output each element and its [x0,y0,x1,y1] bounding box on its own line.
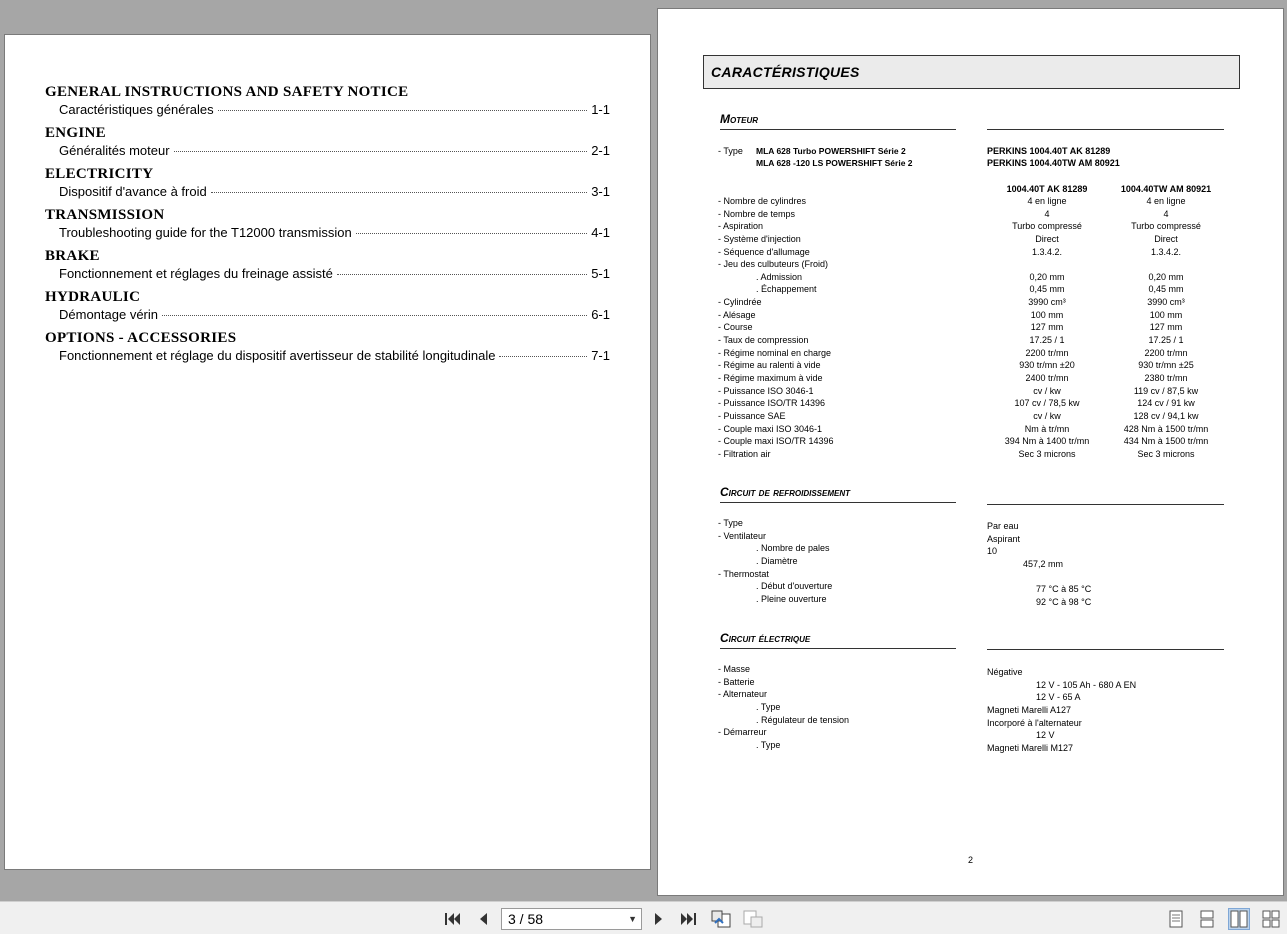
spec-cell: Nm à tr/mn [1024,423,1070,434]
continuous-facing-view-icon[interactable] [1260,908,1282,930]
page-number: 2 [968,855,974,865]
toc-entry-page: 2-1 [591,143,610,158]
spec-cell: 428 Nm à 1500 tr/mn [1123,423,1209,434]
spec-cell: Direct [1035,233,1059,244]
toc-section [45,288,610,324]
go-back-icon[interactable] [710,908,732,930]
spec-cell: . Type [756,739,781,750]
previous-page-icon[interactable] [472,908,494,930]
spec-cell: cv / kw [1033,385,1061,396]
section-rule [720,648,956,649]
spec-cell: 0,45 mm [1148,284,1184,295]
spec-cell: 394 Nm à 1400 tr/mn [1004,436,1090,447]
toc-heading[interactable]: ENGINE [45,125,106,141]
toc-entry-page: 4-1 [591,225,610,240]
spec-cell: - Puissance ISO/TR 14396 [718,398,826,409]
toc-entry-title: Fonctionnement et réglage du dispositif avertisseur de stabilité longitudinale [59,348,496,363]
facing-pages-view-icon[interactable] [1228,908,1250,930]
electrique-values [987,666,1136,754]
toc-entry-title: Troubleshooting guide for the T12000 transmission [59,225,352,240]
single-page-view-icon[interactable] [1165,908,1187,930]
toc-entry-title: Généralités moteur [59,143,170,158]
spec-value: Par eau [987,521,1019,531]
table-of-contents [45,83,610,370]
right-page [657,8,1284,896]
spec-value: Magneti Marelli A127 [987,704,1072,715]
spec-cell: . Pleine ouverture [756,593,827,604]
spec-cell: - Batterie [718,676,755,687]
toc-entry-page: 6-1 [591,307,610,322]
spec-cell: 3990 cm³ [1028,297,1066,308]
spec-value: Magneti Marelli M127 [987,742,1074,753]
spec-value: Négative [987,667,1023,677]
toc-entry[interactable] [45,142,610,160]
toc-heading[interactable]: ELECTRICITY [45,166,154,182]
type-model-1: MLA 628 Turbo POWERSHIFT Série 2 [756,146,906,156]
section-rule [720,502,956,503]
spec-cell: - Masse [718,664,751,674]
toc-section [45,206,610,242]
toc-heading[interactable]: BRAKE [45,248,100,264]
spec-cell: . Régulateur de tension [756,714,850,725]
spec-cell: 107 cv / 78,5 kw [1014,398,1080,409]
spec-cell: - Régime au ralenti à vide [718,360,821,371]
spec-cell: Turbo compressé [1012,221,1082,232]
toc-entry[interactable] [45,183,610,201]
spec-cell: . Échappement [756,284,817,295]
section-rule [987,649,1224,650]
spec-cell [987,258,1107,271]
spec-value: 12 V - 65 A [1036,692,1081,703]
spec-cell: - Taux de compression [718,335,809,346]
spec-value: 12 V [1036,730,1055,741]
toc-entry[interactable] [45,224,610,242]
spec-cell: - Type [718,518,743,528]
electrique-labels [718,663,849,751]
spec-cell: - Aspiration [718,221,764,232]
spec-cell: 127 mm [1030,322,1064,333]
column-header-1: 1004.40T AK 81289 [1006,184,1088,194]
engine-model-2: PERKINS 1004.40TW AM 80921 [987,158,1120,168]
type-label: - Type [718,146,743,156]
spec-cell: - Puissance ISO 3046-1 [718,385,814,396]
section-rule [987,129,1224,130]
section-title-refroidissement: Circuit de refroidissement [720,485,851,499]
column-header-2: 1004.40TW AM 80921 [1120,184,1212,194]
chevron-down-icon[interactable]: ▼ [628,914,637,924]
spec-value: Incorporé à l'alternateur [987,717,1082,728]
spec-cell: - Course [718,322,753,333]
toc-entry-page: 1-1 [591,102,610,117]
first-page-icon[interactable] [441,908,463,930]
spec-cell: 2200 tr/mn [1144,347,1188,358]
toc-entry-title: Démontage vérin [59,307,158,322]
refroidissement-labels [718,517,832,605]
page-indicator: 3 / 58 [508,911,544,927]
spec-cell: 100 mm [1149,309,1183,320]
spec-cell: - Alternateur [718,689,768,700]
spec-cell: 127 mm [1149,322,1183,333]
toc-entry[interactable] [45,101,610,119]
toc-entry-title: Fonctionnement et réglages du freinage assisté [59,266,333,281]
section-title-electrique: Circuit électrique [720,631,811,645]
spec-cell: 100 mm [1030,309,1064,320]
toc-section [45,329,610,365]
spec-cell: . Nombre de pales [756,543,830,554]
toc-leader-dots [356,233,588,234]
spec-cell: 1.3.4.2. [1031,246,1063,257]
spec-cell: Sec 3 microns [1137,448,1195,459]
go-forward-icon[interactable] [742,908,764,930]
toc-entry[interactable] [45,265,610,283]
spec-cell: - Système d'injection [718,233,801,244]
spec-value: 10 [987,546,998,557]
refroidissement-values [987,520,1091,608]
toc-section [45,247,610,283]
spec-cell: 2200 tr/mn [1025,347,1069,358]
spec-cell: 0,45 mm [1029,284,1065,295]
spec-value: 92 °C à 98 °C [1036,596,1092,607]
toc-leader-dots [174,151,588,152]
left-page [4,34,651,870]
spec-cell: Direct [1154,233,1178,244]
spec-cell: 4 en ligne [1146,196,1186,206]
spec-cell: - Cylindrée [718,297,762,308]
spec-cell: - Régime nominal en charge [718,347,832,358]
toc-entry[interactable] [45,347,610,365]
toc-entry-page: 5-1 [591,266,610,281]
toc-leader-dots [499,356,587,357]
spec-cell: - Jeu des culbuteurs (Froid) [718,259,829,270]
spec-cell: 3990 cm³ [1147,297,1185,308]
spec-cell: 4 en ligne [1027,196,1067,206]
spec-cell: - Séquence d'allumage [718,246,810,257]
toc-leader-dots [211,192,587,193]
spec-value: 457,2 mm [1023,558,1064,569]
spec-cell: - Puissance SAE [718,410,786,421]
toc-leader-dots [337,274,587,275]
section-title-moteur: Moteur [720,112,758,126]
toc-leader-dots [218,110,588,111]
spec-cell: 1.3.4.2. [1150,246,1182,257]
spec-value [987,571,1091,584]
engine-model-1: PERKINS 1004.40T AK 81289 [987,146,1111,156]
section-rule [720,129,956,130]
toc-entry[interactable] [45,306,610,324]
last-page-icon[interactable] [678,908,700,930]
spec-cell: 17.25 / 1 [1148,335,1184,346]
spec-cell: 128 cv / 94,1 kw [1133,410,1199,421]
type-model-2: MLA 628 -120 LS POWERSHIFT Série 2 [756,158,913,168]
continuous-view-icon[interactable] [1196,908,1218,930]
spec-cell: - Couple maxi ISO 3046-1 [718,423,823,434]
toc-heading[interactable]: HYDRAULIC [45,289,141,305]
spec-cell: . Diamètre [756,555,798,566]
toc-heading[interactable]: GENERAL INSTRUCTIONS AND SAFETY NOTICE [45,84,409,100]
spec-cell: 434 Nm à 1500 tr/mn [1123,436,1209,447]
spec-cell: - Couple maxi ISO/TR 14396 [718,436,834,447]
toc-heading[interactable]: TRANSMISSION [45,207,165,223]
spec-cell: - Nombre de cylindres [718,196,807,206]
spec-cell: 17.25 / 1 [1029,335,1065,346]
spec-cell: 124 cv / 91 kw [1137,398,1195,409]
spec-cell: 930 tr/mn ±25 [1138,360,1194,371]
spec-value: 77 °C à 85 °C [1036,584,1092,595]
spec-cell [1106,258,1226,271]
spec-cell: . Admission [756,271,803,282]
spec-cell: - Thermostat [718,568,769,579]
spec-cell: - Filtration air [718,448,771,459]
spec-cell: Turbo compressé [1131,221,1201,232]
next-page-icon[interactable] [648,908,670,930]
spec-cell: Sec 3 microns [1018,448,1076,459]
moteur-labels [718,195,834,460]
spec-cell: 2380 tr/mn [1144,372,1188,383]
toc-entry-page: 3-1 [591,184,610,199]
spec-value: Aspirant [987,533,1021,544]
viewer-toolbar [0,901,1287,934]
page-title: CARACTÉRISTIQUES [711,64,860,80]
spec-cell: 4 [1163,208,1169,219]
toc-heading[interactable]: OPTIONS - ACCESSORIES [45,330,237,346]
page-title-box [703,55,1240,89]
toc-section [45,83,610,119]
spec-cell: - Régime maximum à vide [718,372,823,383]
spec-cell: 4 [1044,208,1050,219]
spec-cell: - Nombre de temps [718,208,796,219]
spec-cell: 2400 tr/mn [1025,372,1069,383]
toc-entry-title: Caractéristiques générales [59,102,214,117]
spec-cell: 119 cv / 87,5 kw [1133,385,1199,396]
section-rule [987,504,1224,505]
spec-cell: 930 tr/mn ±20 [1019,360,1075,371]
spec-value: 12 V - 105 Ah - 680 A EN [1036,679,1137,690]
moteur-values-col1 [987,195,1107,460]
spec-cell: 0,20 mm [1029,271,1065,282]
toc-section [45,165,610,201]
page-number-field[interactable] [501,908,642,930]
spec-cell: - Ventilateur [718,530,767,541]
moteur-values-col2 [1106,195,1226,460]
spec-cell: 0,20 mm [1148,271,1184,282]
spec-cell: . Type [756,701,781,712]
spec-cell: . Début d'ouverture [756,581,833,592]
toc-entry-page: 7-1 [591,348,610,363]
toc-entry-title: Dispositif d'avance à froid [59,184,207,199]
toc-leader-dots [162,315,587,316]
spec-cell: cv / kw [1033,410,1061,421]
spec-cell: - Démarreur [718,727,767,738]
spec-cell: - Alésage [718,309,756,320]
toc-section [45,124,610,160]
